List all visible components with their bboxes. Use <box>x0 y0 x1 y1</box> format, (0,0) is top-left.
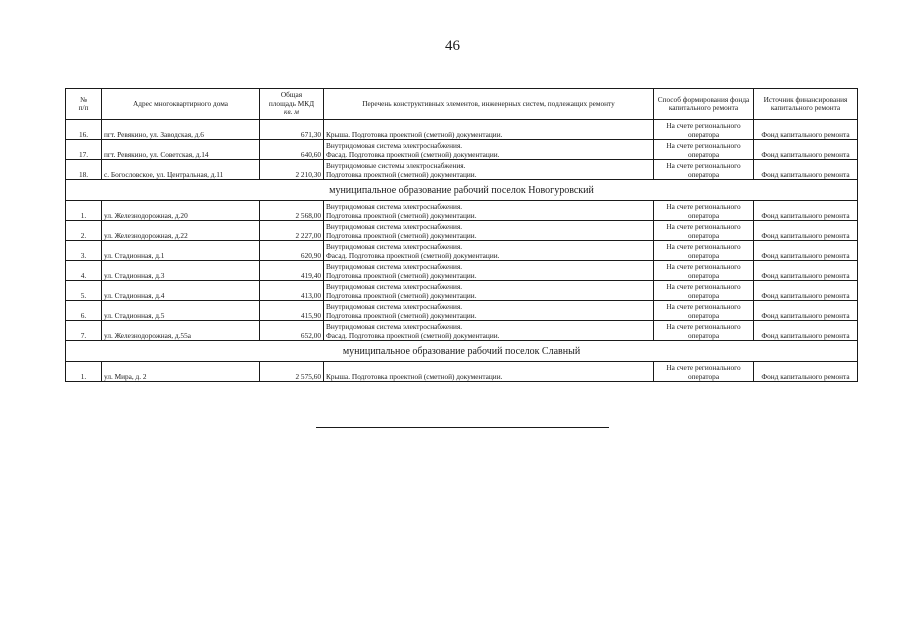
row-area: 620,90 <box>260 241 324 261</box>
row-source: Фонд капитального ремонта <box>754 261 858 281</box>
row-works <box>324 261 654 281</box>
row-area: 2 568,00 <box>260 201 324 221</box>
row-works <box>324 281 654 301</box>
row-area: 640,60 <box>260 140 324 160</box>
row-area: 2 227,00 <box>260 221 324 241</box>
row-work-item: Подготовка проектной (сметной) документации. <box>326 291 477 300</box>
row-works <box>324 221 654 241</box>
row-area: 2 210,30 <box>260 160 324 180</box>
row-method: На счете регионального оператора <box>654 201 754 221</box>
row-area: 415,90 <box>260 301 324 321</box>
row-number: 16. <box>66 120 102 140</box>
table-row <box>66 201 858 221</box>
row-work-item: Внутридомовая система электроснабжения. <box>326 322 463 331</box>
table-row <box>66 362 858 382</box>
header-source: Источник финансирования капитального ремонта <box>754 89 858 120</box>
row-address: с. Богословское, ул. Центральная, д.11 <box>102 160 260 180</box>
row-work-item: Внутридомовая система электроснабжения. <box>326 141 463 150</box>
row-source: Фонд капитального ремонта <box>754 281 858 301</box>
table-row <box>66 321 858 341</box>
row-source: Фонд капитального ремонта <box>754 362 858 382</box>
table-row <box>66 140 858 160</box>
row-address: ул. Мира, д. 2 <box>102 362 260 382</box>
row-work-item: Крыша. Подготовка проектной (сметной) документации. <box>326 372 503 381</box>
row-source: Фонд капитального ремонта <box>754 140 858 160</box>
row-works <box>324 301 654 321</box>
row-works <box>324 160 654 180</box>
row-source: Фонд капитального ремонта <box>754 120 858 140</box>
row-address: пгт. Ревякино, ул. Заводская, д.6 <box>102 120 260 140</box>
row-source: Фонд капитального ремонта <box>754 321 858 341</box>
row-works <box>324 140 654 160</box>
row-work-item: Подготовка проектной (сметной) документации. <box>326 211 477 220</box>
row-works <box>324 241 654 261</box>
row-work-item: Подготовка проектной (сметной) документации. <box>326 311 477 320</box>
table-row <box>66 221 858 241</box>
header-works: Перечень конструктивных элементов, инженерных систем, подлежащих ремонту <box>324 89 654 120</box>
section-row <box>66 180 858 201</box>
header-area <box>260 89 324 120</box>
row-method: На счете регионального оператора <box>654 261 754 281</box>
row-address: ул. Железнодорожная, д.55а <box>102 321 260 341</box>
row-number: 1. <box>66 362 102 382</box>
row-address: ул. Стадионная, д.1 <box>102 241 260 261</box>
row-work-item: Внутридомовая система электроснабжения. <box>326 202 463 211</box>
row-address: ул. Стадионная, д.5 <box>102 301 260 321</box>
row-works <box>324 120 654 140</box>
row-source: Фонд капитального ремонта <box>754 221 858 241</box>
row-source: Фонд капитального ремонта <box>754 241 858 261</box>
row-work-item: Внутридомовые системы электроснабжения. <box>326 161 466 170</box>
row-source: Фонд капитального ремонта <box>754 160 858 180</box>
row-area: 419,40 <box>260 261 324 281</box>
row-number: 3. <box>66 241 102 261</box>
table-row <box>66 261 858 281</box>
section-title: муниципальное образование рабочий поселок Славный <box>66 341 858 362</box>
row-work-item: Подготовка проектной (сметной) документации. <box>326 231 477 240</box>
row-source: Фонд капитального ремонта <box>754 201 858 221</box>
table-row <box>66 160 858 180</box>
row-source: Фонд капитального ремонта <box>754 301 858 321</box>
row-area: 2 575,60 <box>260 362 324 382</box>
table-body <box>66 120 858 382</box>
row-works <box>324 362 654 382</box>
row-number: 7. <box>66 321 102 341</box>
row-work-item: Внутридомовая система электроснабжения. <box>326 222 463 231</box>
row-address: ул. Стадионная, д.4 <box>102 281 260 301</box>
page-number: 46 <box>445 38 460 54</box>
table-row <box>66 301 858 321</box>
row-number: 18. <box>66 160 102 180</box>
row-work-item: Внутридомовая система электроснабжения. <box>326 302 463 311</box>
row-method: На счете регионального оператора <box>654 362 754 382</box>
row-work-item: Фасад. Подготовка проектной (сметной) документации. <box>326 251 500 260</box>
row-area: 652,00 <box>260 321 324 341</box>
row-work-item: Внутридомовая система электроснабжения. <box>326 262 463 271</box>
row-number: 1. <box>66 201 102 221</box>
row-address: ул. Стадионная, д.3 <box>102 261 260 281</box>
header-num: № п/п <box>66 89 102 120</box>
row-address: ул. Железнодорожная, д.22 <box>102 221 260 241</box>
table-row <box>66 120 858 140</box>
row-number: 5. <box>66 281 102 301</box>
header-method: Способ формирования фонда капитального ремонта <box>654 89 754 120</box>
footer-divider <box>316 427 609 428</box>
table-header-row <box>66 89 858 120</box>
header-area-unit: кв. м <box>284 107 299 117</box>
row-number: 6. <box>66 301 102 321</box>
row-work-item: Внутридомовая система электроснабжения. <box>326 282 463 291</box>
row-address: ул. Железнодорожная, д.20 <box>102 201 260 221</box>
row-work-item: Подготовка проектной (сметной) документации. <box>326 271 477 280</box>
row-work-item: Фасад. Подготовка проектной (сметной) документации. <box>326 150 500 159</box>
row-method: На счете регионального оператора <box>654 140 754 160</box>
header-address: Адрес многоквартирного дома <box>102 89 260 120</box>
row-number: 17. <box>66 140 102 160</box>
table-row <box>66 241 858 261</box>
row-address: пгт. Ревякино, ул. Советская, д.14 <box>102 140 260 160</box>
row-method: На счете регионального оператора <box>654 301 754 321</box>
row-work-item: Фасад. Подготовка проектной (сметной) документации. <box>326 331 500 340</box>
row-works <box>324 201 654 221</box>
section-row <box>66 341 858 362</box>
row-work-item: Подготовка проектной (сметной) документации. <box>326 170 477 179</box>
row-number: 4. <box>66 261 102 281</box>
section-title: муниципальное образование рабочий поселок Новогуровский <box>66 180 858 201</box>
row-method: На счете регионального оператора <box>654 321 754 341</box>
row-area: 671,30 <box>260 120 324 140</box>
row-method: На счете регионального оператора <box>654 120 754 140</box>
row-method: На счете регионального оператора <box>654 221 754 241</box>
repair-table <box>65 88 858 382</box>
row-method: На счете регионального оператора <box>654 281 754 301</box>
row-method: На счете регионального оператора <box>654 160 754 180</box>
row-number: 2. <box>66 221 102 241</box>
row-area: 413,00 <box>260 281 324 301</box>
row-method: На счете регионального оператора <box>654 241 754 261</box>
row-work-item: Крыша. Подготовка проектной (сметной) документации. <box>326 130 503 139</box>
row-work-item: Внутридомовая система электроснабжения. <box>326 242 463 251</box>
table-row <box>66 281 858 301</box>
row-works <box>324 321 654 341</box>
header-area-label: Общая площадь МКД <box>268 90 315 108</box>
